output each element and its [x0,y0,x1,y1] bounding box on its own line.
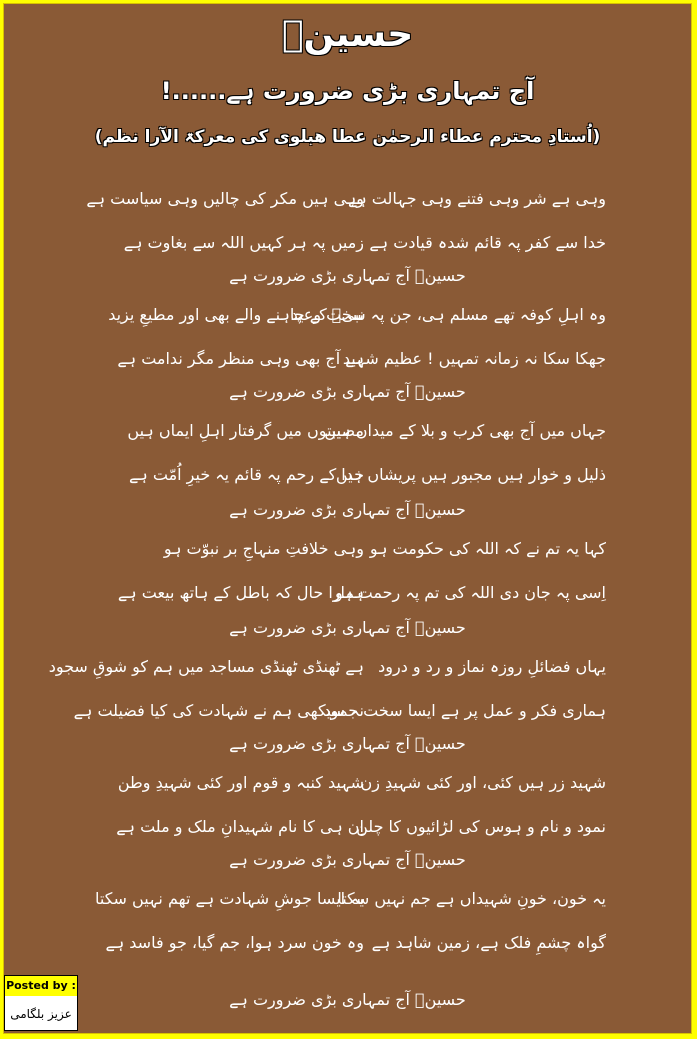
verse-left: وہ خون سرد ہوا، جم گیا، جو فاسد ہے [105,933,364,952]
verse-line [4,884,691,914]
refrain: حسینؓ آج تمہاری بڑی ضرورت ہے [229,266,466,285]
verse-left: نہ سیکھی ہم نے شہادت کی کیا فضیلت ہے [73,701,364,720]
refrain: حسینؓ آج تمہاری بڑی ضرورت ہے [229,850,466,869]
verse-line [4,928,691,958]
verse-right: گواہ چشمِ فلک ہے، زمین شاہد ہے [371,933,606,952]
verse-left: شہید کنبہ و قوم اور کئی شہیدِ وطن [117,773,364,792]
refrain: حسینؓ آج تمہاری بڑی ضرورت ہے [229,382,466,401]
verse-right: اِسی پہ جان دی اللہ کی تم پہ رحمت ہو [334,583,606,602]
verse-right: وہ اہلِ کوفہ تھے مسلم ہی، جن پہ سخت وعید [290,305,606,324]
verse-line [4,578,691,608]
verse-right: خدا سے کفر پہ قائم شدہ قیادت ہے [369,233,606,252]
verse-right: وہی ہے شر وہی فتنے وہی جہالت ہے [347,189,606,208]
posted-by-badge [4,975,78,1031]
verse-right: یہاں فضائلِ روزہ نماز و رد و درود [378,657,606,676]
verse-left: خدا کے رحم پہ قائم یہ خیرِ اُمّت ہے [129,465,364,484]
verse-left: ہے ٹھنڈی ٹھنڈی مساجد میں ہم کو شوقِ سجود [48,657,364,676]
verse-line [4,812,691,842]
verse-left: یہ ایسا جوشِ شہادت ہے تھم نہیں سکتا [94,889,364,908]
verse-left: ہے آج بھی وہی منظر مگر ندامت ہے [117,349,364,368]
verse-line [4,534,691,564]
verse-left: اِن ہی کا نام شہیدانِ ملک و ملت ہے [116,817,364,836]
verse-right: یہ خون، خونِ شہیداں ہے جم نہیں سکتا [337,889,606,908]
verse-line [4,768,691,798]
verse-left: ہمارا حال کہ باطل کے ہاتھ بیعت ہے [117,583,364,602]
refrain: حسینؓ آج تمہاری بڑی ضرورت ہے [229,618,466,637]
refrain: حسینؓ آج تمہاری بڑی ضرورت ہے [229,500,466,519]
verse-line [4,344,691,374]
verse-line [4,460,691,490]
verse-right: شہید زر ہیں کئی، اور کئی شہیدِ زن [360,773,606,792]
poster-signature: عزیز بلگامی [10,1007,72,1021]
verse-right: نمود و نام و ہوس کی لڑائیوں کا چلن [356,817,606,836]
verse-line [4,696,691,726]
verse-line [4,228,691,258]
verse-right: جھکا سکا نہ زمانہ تمہیں ! عظیم شہید [342,349,606,368]
verse-right: جہاں میں آج بھی کرب و بلا کے میداں ہیں [324,421,606,440]
poet-credit: (اُستادِ محترم عطاء الرحمٰن عطا ھبلوی کی معرکۃ الآرا نظم) [94,127,601,147]
verse-line [4,184,691,214]
poster [3,3,692,1034]
refrain: حسینؓ آج تمہاری بڑی ضرورت ہے [229,990,466,1009]
verse-left: وہی خلافتِ منہاجِ بر نبوّت ہو [163,539,364,558]
verse-line [4,416,691,446]
verse-left: نبیؐ کے چاہنے والے بھی اور مطیعِ یزید [108,305,364,324]
verse-line [4,652,691,682]
poem-subtitle: آج تمہاری بڑی ضرورت ہے......! [160,77,535,105]
verse-left: وہی ہیں مکر کی چالیں وہی سیاست ہے [86,189,364,208]
posted-by-label: Posted by : [5,976,77,996]
refrain: حسینؓ آج تمہاری بڑی ضرورت ہے [229,734,466,753]
verse-right: ذلیل و خوار ہیں مجبور ہیں پریشاں ہیں [335,465,606,484]
verse-left: زمیں پہ ہر کہیں اللہ سے بغاوت ہے [123,233,364,252]
verse-right: کہا یہ تم نے کہ اللہ کی حکومت ہو [369,539,606,558]
poem-title: حسینؓ [281,14,414,55]
verse-line [4,300,691,330]
verse-left: مصیبتوں میں گرفتار اہلِ ایماں ہیں [127,421,364,440]
verse-right: ہماری فکر و عمل پر ہے ایسا سخت جمود [323,701,606,720]
